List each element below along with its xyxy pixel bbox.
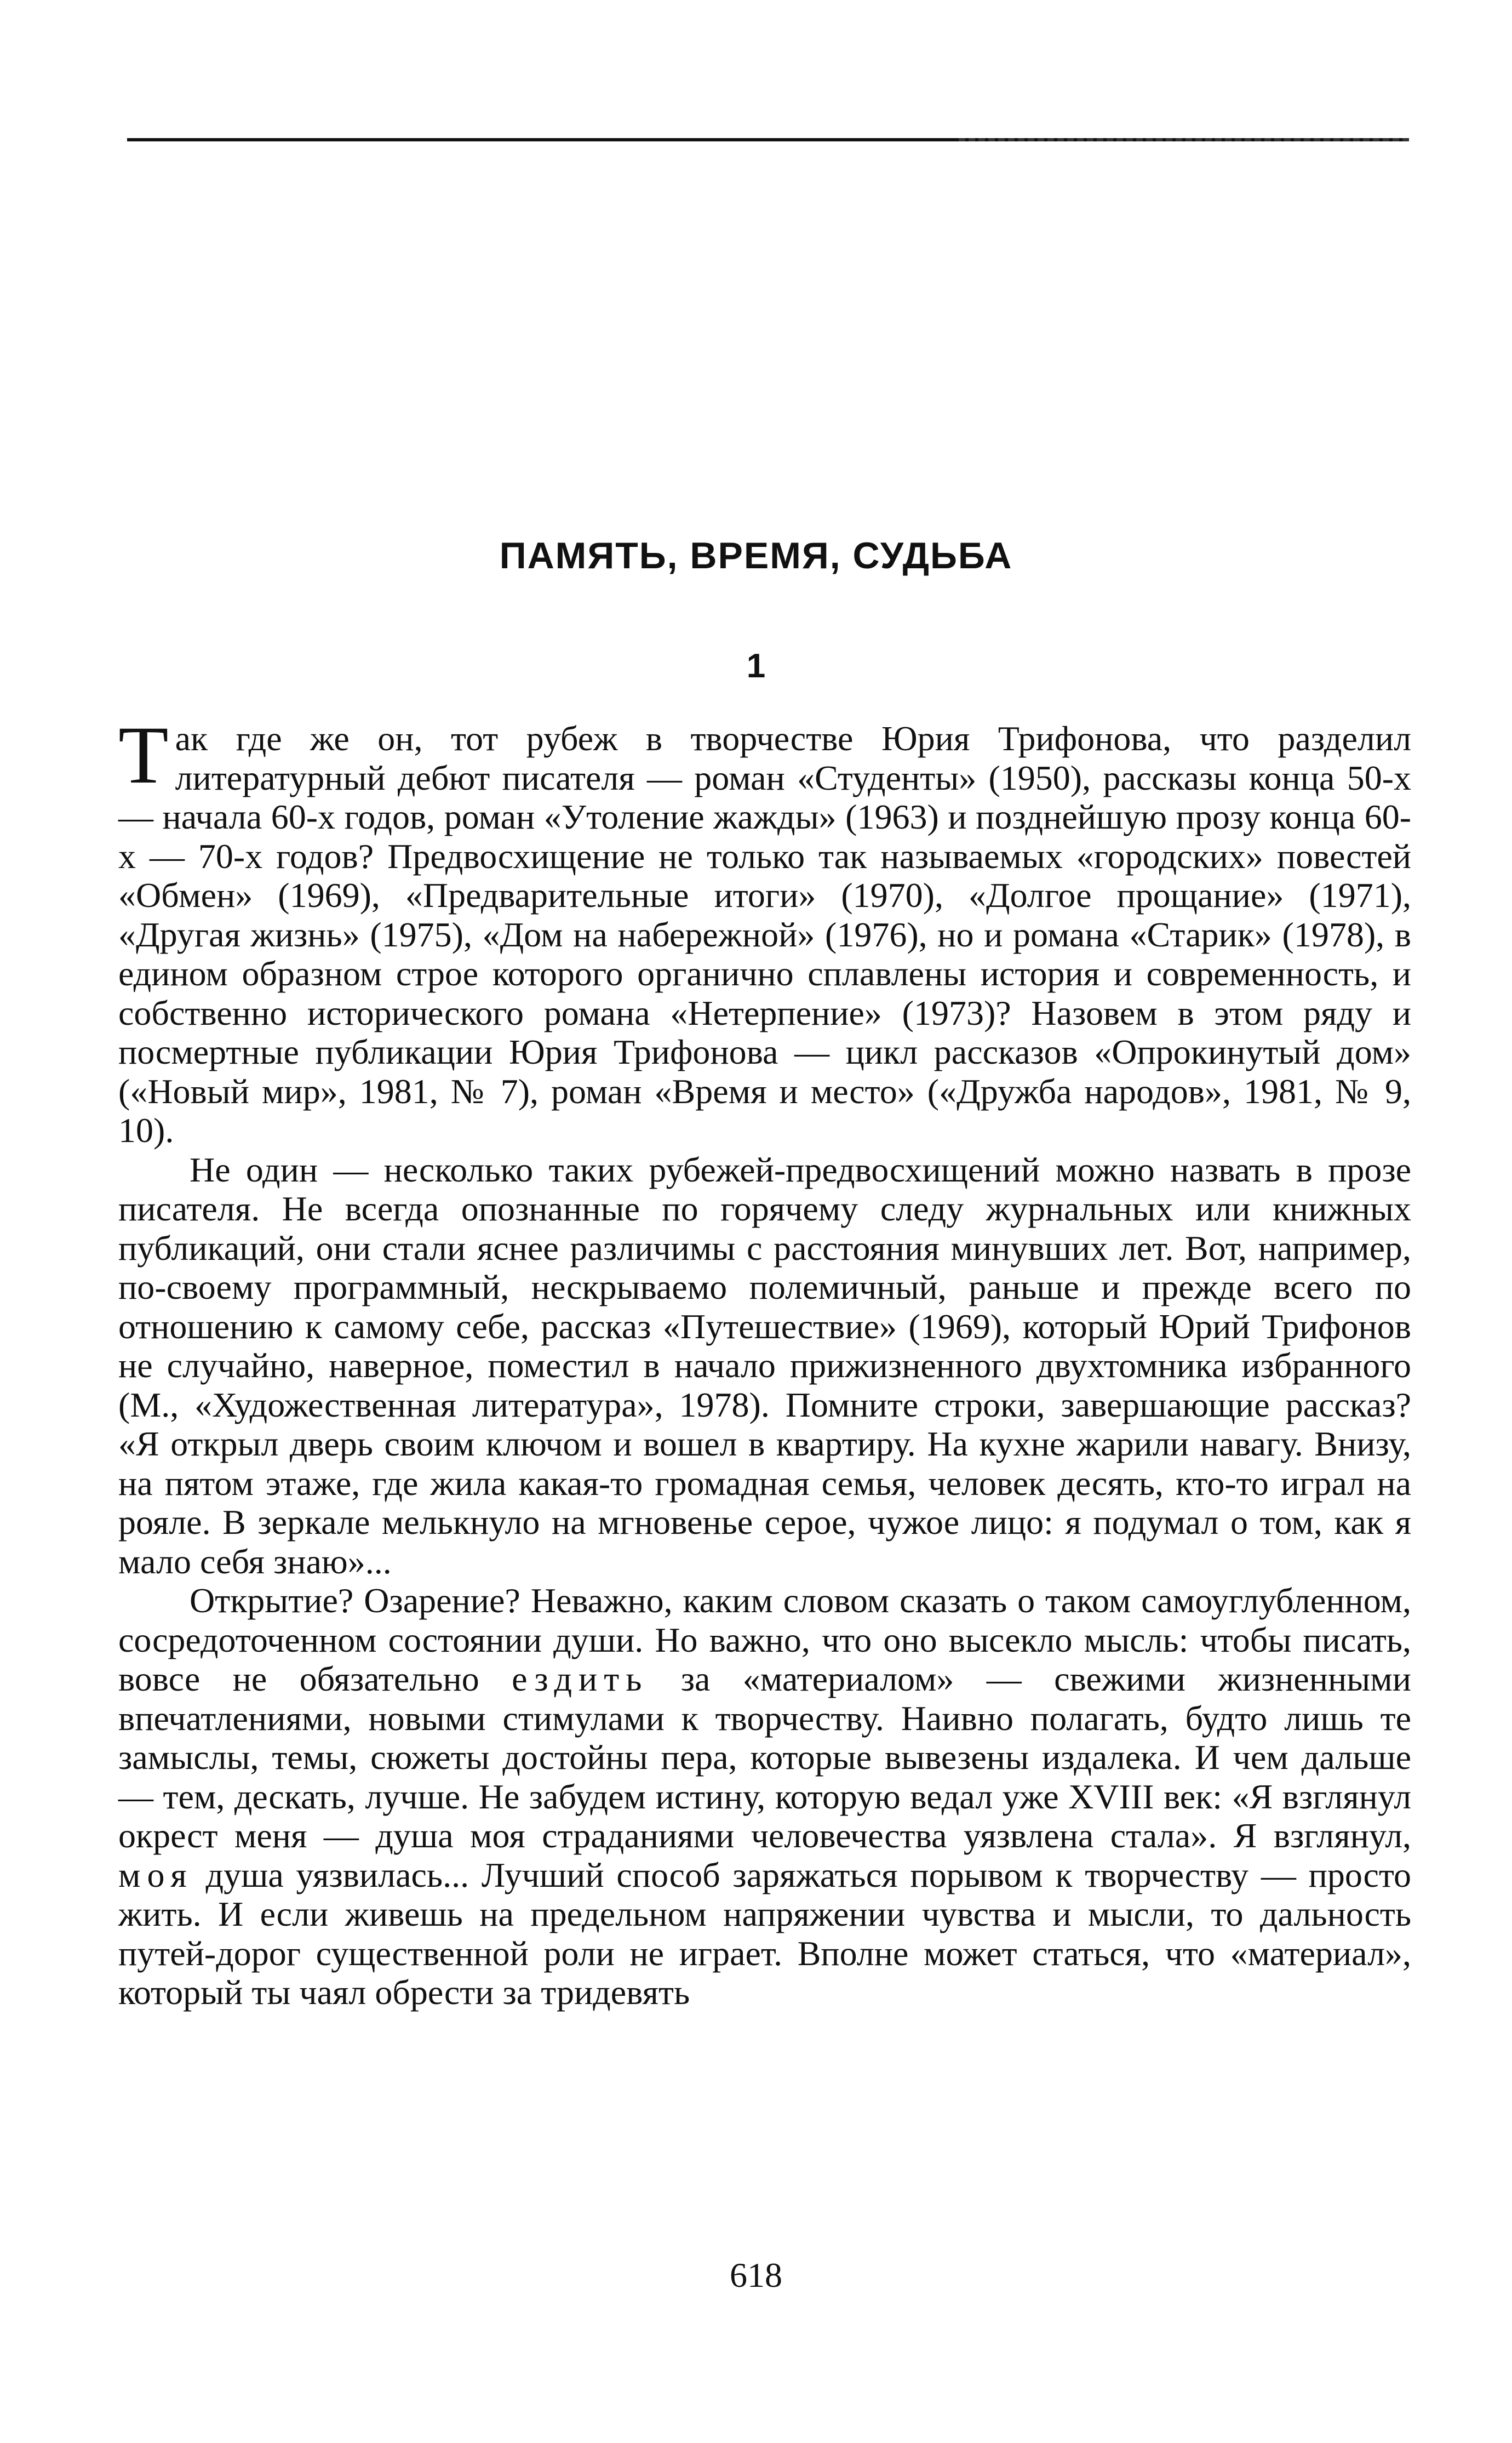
paragraph-1-text: ак где же он, тот рубеж в творчестве Юрия Трифонова, что разделил литературный дебют писателя — роман «Студенты» (1950), рассказы конца 50-х — начала 60-х годов, роман «Утоление жажды» (1963) и позднейшую прозу конца 60-х — 70-х годов? Предвосхищение не только так называемых «городских» повестей «Обмен» (1969), «Предварительные итоги» (1970), «Долгое прощание» (1971), «Другая жизнь» (1975), «Дом на набережной» (1976), но и романа «Старик» (1978), в едином образном строе которого органично сплавлены история и современность, и собственно исторического романа «Нетерпение» (1973)? Назовем в этом ряду и посмертные публикации Юрия Трифонова — цикл рассказов «Опрокинутый дом» («Новый мир», 1981, № 7), роман «Время и место» («Дружба народов», 1981, № 9, 10). bbox=[118, 719, 1411, 1150]
emphasis-ezdit: ездить bbox=[512, 1659, 649, 1698]
paragraph-3-part-2: за «материалом» — свежими жизненными впечатлениями, новыми стимулами к творчеству. Наивно полагать, будто лишь те замыслы, темы, сюжеты достойны пера, которые вывезены издалека. И чем дальше — тем, дескать, лучше. Не забудем истину, которую ведал уже XVIII век: «Я взглянул окрест меня — душа моя страданиями человечества уязвлена стала». Я взглянул, bbox=[118, 1659, 1412, 1855]
section-number: 1 bbox=[746, 647, 766, 685]
paragraph-2: Не один — несколько таких рубежей-предвосхищений можно назвать в прозе писателя. Не всегда опознанные по горячему следу журнальных или книжных публикаций, они стали яснее различимы с расстояния минувших лет. Вот, например, по-своему программный, нескрываемо полемичный, раньше и прежде всего по отношению к самому себе, рассказ «Путешествие» (1969), который Юрий Трифонов не случайно, наверное, поместил в начало прижизненного двухтомника избранного (М., «Художественная литература», 1978). Помните строки, завершающие рассказ? «Я открыл дверь своим ключом и вошел в квартиру. На кухне жарили навагу. Внизу, на пятом этаже, где жила какая-то громадная семья, человек десять, кто-то играл на рояле. В зеркале мелькнуло на мгновенье серое, чужое лицо: я подумал о том, как я мало себя знаю»... bbox=[118, 1150, 1411, 1581]
chapter-title: ПАМЯТЬ, ВРЕМЯ, СУДЬБА bbox=[499, 535, 1013, 576]
body-text bbox=[118, 710, 1412, 2012]
page-number: 618 bbox=[730, 2256, 782, 2294]
emphasis-moya: моя bbox=[118, 1855, 193, 1894]
drop-cap: Т bbox=[118, 710, 169, 801]
paragraph-3-part-3: душа уязвилась... Лучший способ заряжаться порывом к творчеству — просто жить. И если живешь на предельном напряжении чувства и мысли, то дальность путей-дорог существенной роли не играет. Вполне может статься, что «материал», который ты чаял обрести за тридевять bbox=[118, 1855, 1411, 2012]
paragraph-1 bbox=[118, 710, 1411, 1150]
header-rule-faded bbox=[959, 138, 1409, 141]
paragraph-3 bbox=[118, 1581, 1411, 2012]
paragraph-3-part-1: Открытие? Озарение? Неважно, каким словом сказать о таком самоуглубленном, сосредоточенном состоянии души. Но важно, что оно высекло мысль: чтобы писать, вовсе не обязательно bbox=[118, 1581, 1411, 1698]
